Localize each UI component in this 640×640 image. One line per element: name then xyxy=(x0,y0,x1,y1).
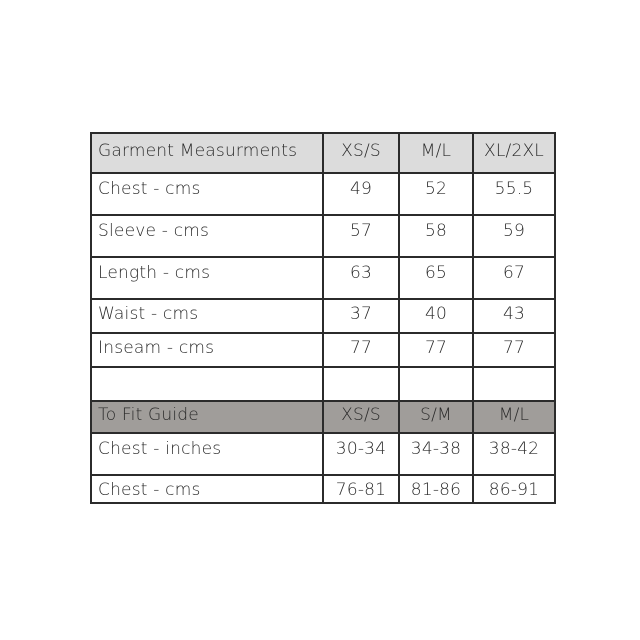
cell-value: 55.5 xyxy=(473,173,555,215)
cell-value: 30-34 xyxy=(323,433,399,475)
fit-guide-header-row xyxy=(91,401,555,433)
garment-header-title: Garment Measurments xyxy=(91,133,323,173)
fit-guide-header-title: To Fit Guide xyxy=(91,401,323,433)
table-row xyxy=(91,299,555,333)
cell-value: 59 xyxy=(473,215,555,257)
garment-header-row xyxy=(91,133,555,173)
blank-cell xyxy=(399,367,473,401)
cell-value: 49 xyxy=(323,173,399,215)
blank-cell xyxy=(473,367,555,401)
cell-value: 34-38 xyxy=(399,433,473,475)
cell-value: 77 xyxy=(323,333,399,367)
size-chart-table xyxy=(90,132,556,504)
cell-value: 76-81 xyxy=(323,475,399,503)
row-label: Inseam - cms xyxy=(91,333,323,367)
garment-header-size-1: XS/S xyxy=(323,133,399,173)
table-row xyxy=(91,215,555,257)
cell-value: 37 xyxy=(323,299,399,333)
row-label: Waist - cms xyxy=(91,299,323,333)
row-label: Sleeve - cms xyxy=(91,215,323,257)
blank-cell xyxy=(323,367,399,401)
cell-value: 63 xyxy=(323,257,399,299)
blank-spacer-row xyxy=(91,367,555,401)
cell-value: 52 xyxy=(399,173,473,215)
fit-guide-header-size-1: XS/S xyxy=(323,401,399,433)
fit-guide-header-size-2: S/M xyxy=(399,401,473,433)
cell-value: 57 xyxy=(323,215,399,257)
cell-value: 65 xyxy=(399,257,473,299)
table-row xyxy=(91,173,555,215)
table-row xyxy=(91,475,555,503)
garment-header-size-3: XL/2XL xyxy=(473,133,555,173)
table-row xyxy=(91,433,555,475)
garment-header-size-2: M/L xyxy=(399,133,473,173)
cell-value: 40 xyxy=(399,299,473,333)
cell-value: 77 xyxy=(399,333,473,367)
cell-value: 38-42 xyxy=(473,433,555,475)
row-label: Length - cms xyxy=(91,257,323,299)
blank-cell xyxy=(91,367,323,401)
fit-guide-header-size-3: M/L xyxy=(473,401,555,433)
row-label: Chest - inches xyxy=(91,433,323,475)
cell-value: 86-91 xyxy=(473,475,555,503)
table-row xyxy=(91,333,555,367)
row-label: Chest - cms xyxy=(91,173,323,215)
cell-value: 67 xyxy=(473,257,555,299)
table-row xyxy=(91,257,555,299)
cell-value: 43 xyxy=(473,299,555,333)
cell-value: 58 xyxy=(399,215,473,257)
cell-value: 81-86 xyxy=(399,475,473,503)
row-label: Chest - cms xyxy=(91,475,323,503)
cell-value: 77 xyxy=(473,333,555,367)
